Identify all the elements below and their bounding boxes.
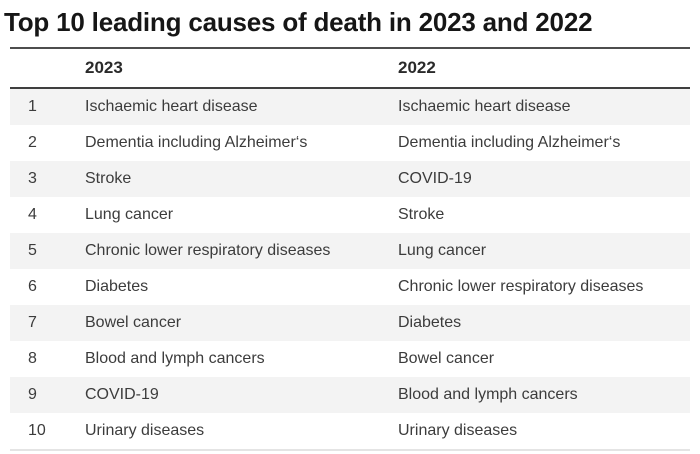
table-row <box>10 341 690 377</box>
cause-2022-cell: Urinary diseases <box>398 422 518 439</box>
rank-cell: 4 <box>28 206 37 223</box>
cause-2023-cell: Diabetes <box>85 278 149 295</box>
cause-2022-cell: Blood and lymph cancers <box>398 386 578 403</box>
cause-2023-cell: Ischaemic heart disease <box>85 98 258 115</box>
rank-cell: 2 <box>28 134 37 151</box>
rank-cell: 7 <box>28 314 37 331</box>
rank-cell: 3 <box>28 170 37 187</box>
table-row <box>10 305 690 341</box>
column-header-2023: 2023 <box>75 48 388 88</box>
cause-2022-cell: Chronic lower respiratory diseases <box>398 278 644 295</box>
cause-2022-cell: Diabetes <box>398 314 462 331</box>
header-row <box>10 48 690 88</box>
rank-cell: 5 <box>28 242 37 259</box>
cause-2023-cell: Urinary diseases <box>85 422 205 439</box>
table-row <box>10 197 690 233</box>
rank-cell: 6 <box>28 278 37 295</box>
table-row <box>10 161 690 197</box>
table-row <box>10 233 690 269</box>
cause-2023-cell: COVID-19 <box>85 386 159 403</box>
rank-column-header <box>10 48 75 88</box>
table-row <box>10 88 690 125</box>
cause-2023-cell: Stroke <box>85 170 132 187</box>
cause-2022-cell: Bowel cancer <box>398 350 495 367</box>
cause-2023-cell: Bowel cancer <box>85 314 182 331</box>
table-row <box>10 125 690 161</box>
cause-2023-cell: Blood and lymph cancers <box>85 350 265 367</box>
cause-2023-cell: Dementia including Alzheimer‘s <box>85 134 308 151</box>
page-title: Top 10 leading causes of death in 2023 and 2022 <box>4 7 593 37</box>
cause-2023-cell: Chronic lower respiratory diseases <box>85 242 331 259</box>
rank-cell: 10 <box>28 422 46 439</box>
cause-2022-cell: Lung cancer <box>398 242 487 259</box>
rank-cell: 1 <box>28 98 37 115</box>
causes-table <box>10 47 690 451</box>
table-row <box>10 377 690 413</box>
table-row <box>10 413 690 450</box>
rank-cell: 9 <box>28 386 37 403</box>
cause-2022-cell: Ischaemic heart disease <box>398 98 571 115</box>
cause-2022-cell: Stroke <box>398 206 445 223</box>
column-header-2022: 2022 <box>388 48 690 88</box>
table-row <box>10 269 690 305</box>
cause-2023-cell: Lung cancer <box>85 206 174 223</box>
cause-2022-cell: Dementia including Alzheimer‘s <box>398 134 621 151</box>
cause-2022-cell: COVID-19 <box>398 170 472 187</box>
rank-cell: 8 <box>28 350 37 367</box>
